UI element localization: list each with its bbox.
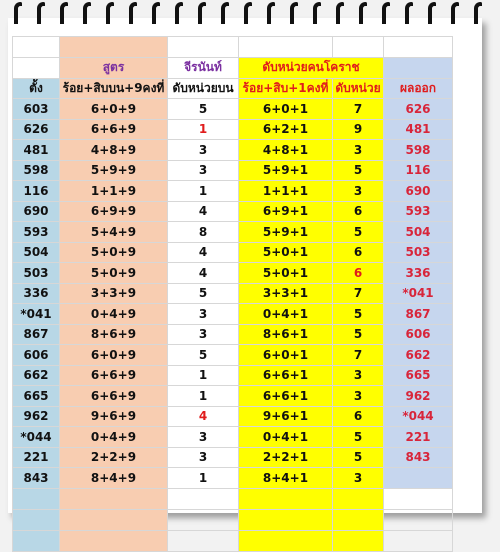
blank-cell xyxy=(13,488,60,509)
table-row xyxy=(13,406,453,427)
result-cell: 336 xyxy=(384,263,453,284)
korat-digit-cell: 5 xyxy=(333,324,384,345)
digit-cell: 4 xyxy=(168,406,239,427)
result-cell: 843 xyxy=(384,447,453,468)
seed-cell: 962 xyxy=(13,406,60,427)
spiral-ring-icon xyxy=(290,2,298,24)
digit-cell: 3 xyxy=(168,427,239,448)
blank-cell xyxy=(384,58,453,79)
korat-formula-cell: 5+9+1 xyxy=(239,222,333,243)
column-header-row xyxy=(13,78,453,99)
digit-cell: 3 xyxy=(168,304,239,325)
korat-formula-cell: 0+4+1 xyxy=(239,304,333,325)
digit-cell: 8 xyxy=(168,222,239,243)
spiral-ring-icon xyxy=(221,2,229,24)
seed-cell: 336 xyxy=(13,283,60,304)
digit-cell: 3 xyxy=(168,447,239,468)
blank-cell xyxy=(60,509,168,530)
table-row xyxy=(13,345,453,366)
blank-cell xyxy=(60,488,168,509)
korat-digit-cell: 3 xyxy=(333,365,384,386)
spiral-ring-icon xyxy=(451,2,459,24)
korat-formula-cell: 6+6+1 xyxy=(239,386,333,407)
korat-formula-cell: 6+2+1 xyxy=(239,119,333,140)
empty-row xyxy=(13,509,453,530)
korat-formula-cell: 6+9+1 xyxy=(239,201,333,222)
formula-cell: 0+4+9 xyxy=(60,427,168,448)
korat-formula-cell: 4+8+1 xyxy=(239,140,333,161)
korat-digit-cell: 5 xyxy=(333,222,384,243)
korat-formula-cell: 9+6+1 xyxy=(239,406,333,427)
table-row xyxy=(13,365,453,386)
digit-cell: 5 xyxy=(168,283,239,304)
digit-cell: 1 xyxy=(168,468,239,489)
formula-cell: 6+0+9 xyxy=(60,99,168,120)
blank-cell xyxy=(13,37,60,58)
seed-cell: 116 xyxy=(13,181,60,202)
result-cell: 504 xyxy=(384,222,453,243)
korat-digit-cell: 7 xyxy=(333,283,384,304)
seed-cell: 593 xyxy=(13,222,60,243)
seed-cell: 843 xyxy=(13,468,60,489)
blank-cell xyxy=(168,37,239,58)
formula-cell: 1+1+9 xyxy=(60,181,168,202)
blank-cell xyxy=(333,509,384,530)
korat-digit-cell: 3 xyxy=(333,140,384,161)
digit-column-header: ดับหน่วยบน xyxy=(168,78,239,99)
formula-cell: 5+0+9 xyxy=(60,263,168,284)
seed-cell: 662 xyxy=(13,365,60,386)
formula-cell: 2+2+9 xyxy=(60,447,168,468)
blank-cell xyxy=(168,530,239,551)
spiral-ring-icon xyxy=(83,2,91,24)
digit-cell: 3 xyxy=(168,324,239,345)
korat-formula-cell: 5+0+1 xyxy=(239,263,333,284)
korat-formula-cell: 5+9+1 xyxy=(239,160,333,181)
spiral-ring-icon xyxy=(336,2,344,24)
digit-cell: 3 xyxy=(168,140,239,161)
seed-cell: 221 xyxy=(13,447,60,468)
result-cell: 481 xyxy=(384,119,453,140)
result-cell: *041 xyxy=(384,283,453,304)
spiral-ring-icon xyxy=(267,2,275,24)
spiral-ring-icon xyxy=(60,2,68,24)
result-cell: 665 xyxy=(384,365,453,386)
formula-cell: 5+4+9 xyxy=(60,222,168,243)
formula-cell: 5+0+9 xyxy=(60,242,168,263)
digit-cell: 5 xyxy=(168,99,239,120)
seed-column-header: ตั้ง xyxy=(13,78,60,99)
table-row xyxy=(13,386,453,407)
formula-cell: 5+9+9 xyxy=(60,160,168,181)
digit-cell: 4 xyxy=(168,201,239,222)
digit-cell: 4 xyxy=(168,263,239,284)
korat-digit-column-header: ดับหน่วย xyxy=(333,78,384,99)
digit-cell: 5 xyxy=(168,345,239,366)
blank-cell xyxy=(333,530,384,551)
spiral-binding xyxy=(14,0,494,34)
spiral-ring-icon xyxy=(152,2,160,24)
formula-cell: 6+9+9 xyxy=(60,201,168,222)
formula-cell: 6+6+9 xyxy=(60,365,168,386)
result-cell: 690 xyxy=(384,181,453,202)
table-row xyxy=(13,304,453,325)
korat-digit-cell: 6 xyxy=(333,406,384,427)
seed-cell: 598 xyxy=(13,160,60,181)
empty-row xyxy=(13,530,453,551)
result-cell: 962 xyxy=(384,386,453,407)
blank-cell xyxy=(384,530,453,551)
formula-cell: 9+6+9 xyxy=(60,406,168,427)
result-cell: 593 xyxy=(384,201,453,222)
digit-cell: 1 xyxy=(168,181,239,202)
spiral-ring-icon xyxy=(313,2,321,24)
formula-column-header: ร้อย+สิบบน+9คงที่ xyxy=(60,78,168,99)
blank-cell xyxy=(384,509,453,530)
formula-group-title: สูตร xyxy=(60,58,168,79)
seed-cell: 626 xyxy=(13,119,60,140)
table-row xyxy=(13,99,453,120)
seed-cell: 603 xyxy=(13,99,60,120)
empty-row xyxy=(13,488,453,509)
table-row xyxy=(13,427,453,448)
blank-cell xyxy=(384,488,453,509)
blank-cell xyxy=(239,530,333,551)
seed-cell: 606 xyxy=(13,345,60,366)
result-cell: 503 xyxy=(384,242,453,263)
korat-formula-column-header: ร้อย+สิบ+1คงที่ xyxy=(239,78,333,99)
group-header-row xyxy=(13,58,453,79)
spiral-ring-icon xyxy=(106,2,114,24)
korat-digit-cell: 7 xyxy=(333,345,384,366)
seed-cell: 665 xyxy=(13,386,60,407)
spiral-ring-icon xyxy=(14,2,22,24)
table-row xyxy=(13,119,453,140)
korat-formula-cell: 6+6+1 xyxy=(239,365,333,386)
table-body xyxy=(13,37,453,552)
result-cell: *044 xyxy=(384,406,453,427)
korat-digit-cell: 5 xyxy=(333,160,384,181)
seed-cell: *041 xyxy=(13,304,60,325)
result-cell: 662 xyxy=(384,345,453,366)
korat-formula-cell: 8+6+1 xyxy=(239,324,333,345)
spiral-ring-icon xyxy=(428,2,436,24)
digit-cell: 1 xyxy=(168,119,239,140)
table-row xyxy=(13,201,453,222)
seed-cell: 503 xyxy=(13,263,60,284)
formula-cell: 3+3+9 xyxy=(60,283,168,304)
spiral-ring-icon xyxy=(405,2,413,24)
korat-digit-cell: 6 xyxy=(333,201,384,222)
result-cell: 116 xyxy=(384,160,453,181)
table-row xyxy=(13,324,453,345)
spiral-ring-icon xyxy=(129,2,137,24)
korat-digit-cell: 9 xyxy=(333,119,384,140)
weekday-group-title: จีรนันท์ xyxy=(168,58,239,79)
blank-cell xyxy=(239,509,333,530)
blank-cell xyxy=(13,530,60,551)
blank-cell xyxy=(13,509,60,530)
korat-formula-cell: 1+1+1 xyxy=(239,181,333,202)
blank-cell xyxy=(60,37,168,58)
seed-cell: 481 xyxy=(13,140,60,161)
table-row xyxy=(13,242,453,263)
korat-formula-cell: 2+2+1 xyxy=(239,447,333,468)
result-column-header: ผลออก xyxy=(384,78,453,99)
korat-digit-cell: 5 xyxy=(333,304,384,325)
seed-cell: *044 xyxy=(13,427,60,448)
korat-digit-cell: 7 xyxy=(333,99,384,120)
korat-formula-cell: 3+3+1 xyxy=(239,283,333,304)
spiral-ring-icon xyxy=(244,2,252,24)
result-cell: 598 xyxy=(384,140,453,161)
korat-digit-cell: 5 xyxy=(333,427,384,448)
table-row xyxy=(13,140,453,161)
formula-cell: 4+8+9 xyxy=(60,140,168,161)
formula-cell: 8+6+9 xyxy=(60,324,168,345)
table-row xyxy=(13,468,453,489)
korat-digit-cell: 5 xyxy=(333,447,384,468)
table-row xyxy=(13,160,453,181)
formula-cell: 6+6+9 xyxy=(60,386,168,407)
spiral-ring-icon xyxy=(382,2,390,24)
table-row xyxy=(13,283,453,304)
blank-cell xyxy=(333,488,384,509)
korat-formula-cell: 6+0+1 xyxy=(239,99,333,120)
blank-cell xyxy=(60,530,168,551)
digit-cell: 1 xyxy=(168,365,239,386)
table-row xyxy=(13,222,453,243)
blank-cell xyxy=(239,37,333,58)
result-cell: 606 xyxy=(384,324,453,345)
table-row xyxy=(13,181,453,202)
blank-cell xyxy=(168,488,239,509)
lottery-formula-table xyxy=(12,36,453,552)
spiral-ring-icon xyxy=(37,2,45,24)
seed-cell: 867 xyxy=(13,324,60,345)
result-cell: 626 xyxy=(384,99,453,120)
table-row xyxy=(13,263,453,284)
spiral-ring-icon xyxy=(474,2,482,24)
korat-group-title: ดับหน่วยคนโคราช xyxy=(239,58,384,79)
blank-cell xyxy=(384,37,453,58)
korat-digit-cell: 3 xyxy=(333,468,384,489)
spiral-ring-icon xyxy=(359,2,367,24)
formula-cell: 6+6+9 xyxy=(60,119,168,140)
korat-digit-cell: 3 xyxy=(333,386,384,407)
result-cell: 221 xyxy=(384,427,453,448)
result-cell: 867 xyxy=(384,304,453,325)
digit-cell: 3 xyxy=(168,160,239,181)
result-cell xyxy=(384,468,453,489)
spiral-ring-icon xyxy=(175,2,183,24)
formula-cell: 6+0+9 xyxy=(60,345,168,366)
spiral-ring-icon xyxy=(198,2,206,24)
korat-formula-cell: 8+4+1 xyxy=(239,468,333,489)
korat-digit-cell: 3 xyxy=(333,181,384,202)
blank-cell xyxy=(333,37,384,58)
blank-cell xyxy=(239,488,333,509)
korat-digit-cell: 6 xyxy=(333,263,384,284)
formula-cell: 0+4+9 xyxy=(60,304,168,325)
korat-formula-cell: 5+0+1 xyxy=(239,242,333,263)
seed-cell: 690 xyxy=(13,201,60,222)
blank-top-row xyxy=(13,37,453,58)
formula-cell: 8+4+9 xyxy=(60,468,168,489)
seed-cell: 504 xyxy=(13,242,60,263)
digit-cell: 1 xyxy=(168,386,239,407)
korat-digit-cell: 6 xyxy=(333,242,384,263)
table-row xyxy=(13,447,453,468)
digit-cell: 4 xyxy=(168,242,239,263)
korat-formula-cell: 0+4+1 xyxy=(239,427,333,448)
korat-formula-cell: 6+0+1 xyxy=(239,345,333,366)
blank-cell xyxy=(13,58,60,79)
blank-cell xyxy=(168,509,239,530)
